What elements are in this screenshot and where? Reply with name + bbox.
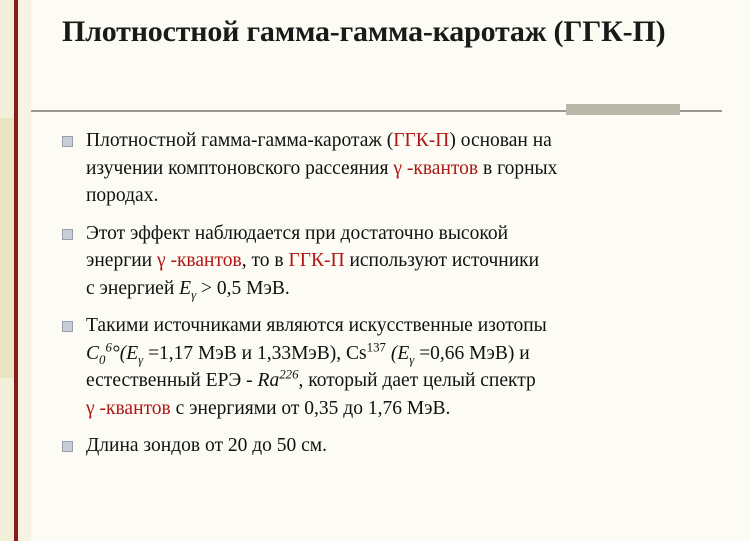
bullet-item	[40, 313, 740, 422]
text-run: энергии	[86, 250, 157, 272]
text-run: Этот эффект наблюдается при достаточно высокой	[86, 222, 509, 244]
bullet-line	[86, 248, 740, 275]
bullet-square-icon	[62, 321, 73, 332]
text-run: , который дает целый спектр	[298, 370, 536, 392]
text-run: γ -квантов	[86, 397, 171, 419]
text-run: Длина зондов от 20 до 50 см.	[86, 435, 328, 457]
text-run: Такими источниками являются искусственные изотопы	[86, 315, 547, 337]
text-run: (	[385, 342, 398, 364]
text-run: > 0,5 МэВ.	[196, 277, 290, 299]
text-run: Плотностной гамма-гамма-каротаж (	[86, 130, 394, 151]
bullet-line	[86, 313, 740, 340]
bullet-line	[86, 156, 740, 183]
slide-body	[40, 128, 740, 460]
bullet-square-icon	[62, 136, 73, 147]
text-run: естественный ЕРЭ -	[86, 370, 258, 392]
text-run: °(	[111, 342, 127, 364]
text-run: 0	[99, 352, 106, 367]
bullet-list	[40, 128, 740, 460]
text-run: ) основан на	[449, 130, 552, 151]
text-run: γ	[409, 352, 415, 367]
text-run: 226	[279, 367, 299, 382]
bullet-line	[86, 276, 740, 303]
left-accent-block	[0, 118, 14, 378]
text-run: E	[179, 277, 192, 299]
text-run: γ	[191, 287, 197, 302]
text-run: изучении комптоновского рассеяния	[86, 157, 394, 179]
text-run: =1,17 МэВ и 1,33МэВ), Cs	[143, 342, 367, 364]
text-run: ГГК-П	[393, 130, 450, 151]
text-run: породах.	[86, 185, 159, 207]
bullet-item	[40, 128, 740, 210]
text-run: E	[126, 342, 139, 364]
bullet-line	[86, 221, 740, 248]
bullet-line	[86, 128, 740, 155]
text-run: γ -квантов	[393, 157, 479, 179]
bullet-square-icon	[62, 441, 73, 452]
bullet-line	[86, 433, 740, 460]
text-run: 6	[105, 340, 112, 355]
bullet-item	[40, 221, 740, 303]
text-run: C	[86, 342, 100, 364]
bullet-line	[86, 183, 740, 210]
bullet-square-icon	[62, 229, 73, 240]
bullet-line	[86, 396, 740, 423]
title-area	[62, 14, 722, 51]
text-run: , то в	[241, 250, 289, 272]
title-divider-block	[566, 104, 680, 115]
left-decorative-stripe-band	[18, 0, 31, 541]
text-run: используют источники	[344, 250, 540, 272]
bullet-item	[40, 433, 740, 460]
text-run: E	[397, 342, 410, 364]
slide-title: Плотностной гамма-гамма-каротаж (ГГК-П)	[62, 15, 666, 48]
text-run: в горных	[478, 157, 558, 179]
text-run: 137	[366, 340, 386, 355]
text-run: =0,66 МэВ) и	[414, 342, 530, 364]
text-run: γ	[138, 352, 144, 367]
text-run: γ -квантов	[156, 250, 242, 272]
text-run: Ra	[257, 370, 280, 392]
text-run: с энергией	[86, 277, 180, 299]
text-run: ГГК-П	[288, 250, 345, 272]
bullet-line	[86, 341, 740, 368]
bullet-line	[86, 368, 740, 395]
text-run: с энергиями от 0,35 до 1,76 МэВ.	[170, 397, 451, 419]
